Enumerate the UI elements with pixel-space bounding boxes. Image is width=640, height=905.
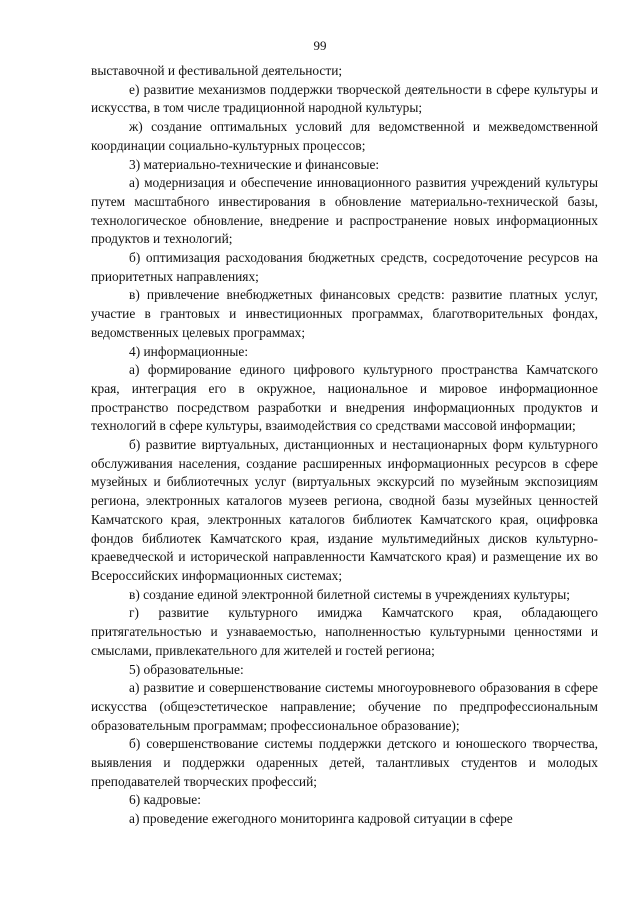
section-heading-material-technical: 3) материально-технические и финансовые: [129,156,380,172]
paragraph-item-g: г) развитие культурного имиджа Камчатского края, обладающего притягательностью и узнаваемостью, наполненностью культурными ценностями и смыслами, привлекательного для жителей и гостей региона; [91,605,598,658]
document-body [91,62,598,829]
page-number: 99 [313,38,327,53]
paragraph-item-a: а) развитие и совершенствование системы многоуровневого образования в сфере искусства (общеэстетическое направление; обучение по предпрофессиональным образовательным программам; профессиональное образование); [91,680,598,733]
paragraph-item-b: б) оптимизация расходования бюджетных средств, сосредоточение ресурсов на приоритетных направлениях; [91,250,598,284]
section-heading-informational: 4) информационные: [129,343,249,359]
paragraph-item-b: б) развитие виртуальных, дистанционных и нестационарных форм культурного обслуживания населения, создание расширенных информационных ресурсов в сфере музейных и библиотечных услуг (виртуальных экскурсий по музейным экспозициям региона, электронных каталогов музеев региона, сводной базы музейных ценностей Камчатского края, электронных каталогов библиотек Камчатского края, оцифровка фондов библиотек Камчатского края, издание мультимедийных дисков культурно-краеведческой и исторической направленности Камчатского края) и размещение их во Всероссийских информационных системах; [91,437,598,583]
paragraph-item-a: а) формирование единого цифрового культурного пространства Камчатского края, интеграция его в окружное, национальное и мировое информационное пространство посредством разработки и внедрения информационных продуктов и технологий в сфере культуры, взаимодействия со средствами массовой информации; [91,362,598,434]
paragraph-continuation: выставочной и фестивальной деятельности; [91,63,343,78]
section-heading-educational: 5) образовательные: [129,661,244,677]
section-heading-personnel: 6) кадровые: [129,792,201,808]
paragraph-item-v: в) создание единой электронной билетной системы в учреждениях культуры; [129,586,570,602]
paragraph-item-zh: ж) создание оптимальных условий для ведомственной и межведомственной координации социально-культурных процессов; [91,119,598,153]
paragraph-item-e: е) развитие механизмов поддержки творческой деятельности в сфере культуры и искусства, в том числе традиционной народной культуры; [91,81,598,116]
paragraph-item-b: б) совершенствование системы поддержки детского и юношеского творчества, выявления и поддержки одаренных детей, талантливых студентов и молодых преподавателей творческих профессий; [91,736,598,789]
paragraph-item-v: в) привлечение внебюджетных финансовых средств: развитие платных услуг, участие в грантовых и инвестиционных программах, благотворительных фондах, ведомственных целевых программах; [91,287,598,340]
paragraph-item-a: а) модернизация и обеспечение инновационного развития учреждений культуры путем масштабного инвестирования в обновление материально-технической базы, технологическое обновление, внедрение и распространение новых информационных продуктов и технологий; [91,175,598,247]
paragraph-item-a: а) проведение ежегодного мониторинга кадровой ситуации в сфере [129,811,513,827]
